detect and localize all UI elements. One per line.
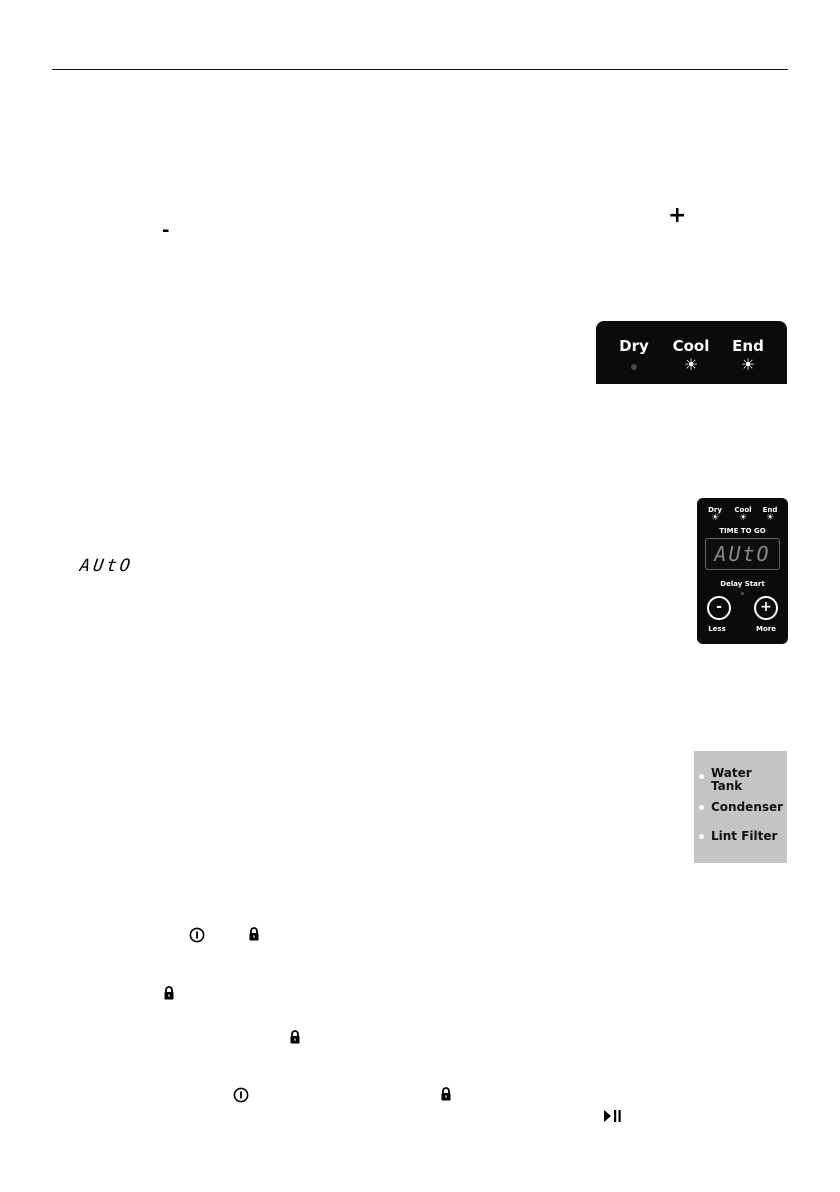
- cp-dry-sun-icon: ☀: [710, 513, 720, 523]
- water-tank-indicator: [699, 774, 704, 779]
- cp-end-sun-icon: ☀: [765, 513, 775, 523]
- cool-label: Cool: [672, 337, 710, 355]
- time-to-go-label: TIME TO GO: [719, 527, 766, 535]
- cp-end-label: End: [762, 506, 778, 514]
- lock-icon: [289, 1030, 301, 1044]
- more-button[interactable]: +: [754, 596, 778, 620]
- dry-label: Dry: [619, 337, 649, 355]
- end-label: End: [732, 337, 764, 355]
- condenser-label: Condenser: [711, 800, 784, 814]
- lock-icon: [248, 927, 260, 941]
- more-label: More: [756, 625, 776, 633]
- control-panel: [697, 498, 788, 644]
- header-rule: [52, 69, 788, 70]
- delay-start-label: Delay Start: [720, 580, 765, 588]
- plus-symbol: +: [668, 203, 687, 228]
- condenser-indicator: [699, 805, 704, 810]
- lint-filter-label: Lint Filter: [711, 829, 778, 843]
- delay-start-indicator: [741, 592, 744, 595]
- auto-readout-text: AUtO: [78, 556, 135, 576]
- cp-dry-label: Dry: [708, 506, 722, 514]
- dry-indicator-dot: [631, 364, 637, 370]
- minus-symbol: -: [162, 220, 170, 241]
- time-display-value: AUtO: [714, 542, 771, 566]
- power-icon: [233, 1087, 249, 1103]
- lock-icon: [440, 1087, 452, 1101]
- cp-cool-label: Cool: [734, 506, 752, 514]
- lock-icon: [163, 986, 175, 1000]
- play-pause-icon: [603, 1109, 623, 1123]
- less-button[interactable]: -: [707, 596, 731, 620]
- cp-cool-sun-icon: ☀: [738, 513, 748, 523]
- water-tank-label: Water Tank: [711, 766, 752, 793]
- less-label: Less: [708, 625, 726, 633]
- lint-filter-indicator: [699, 834, 704, 839]
- status-indicator-panel: [596, 321, 787, 384]
- maintenance-panel: [694, 751, 787, 863]
- time-display: [705, 538, 780, 570]
- end-sun-icon: ☀: [740, 355, 756, 374]
- cool-sun-icon: ☀: [683, 355, 699, 374]
- power-icon: [189, 927, 205, 943]
